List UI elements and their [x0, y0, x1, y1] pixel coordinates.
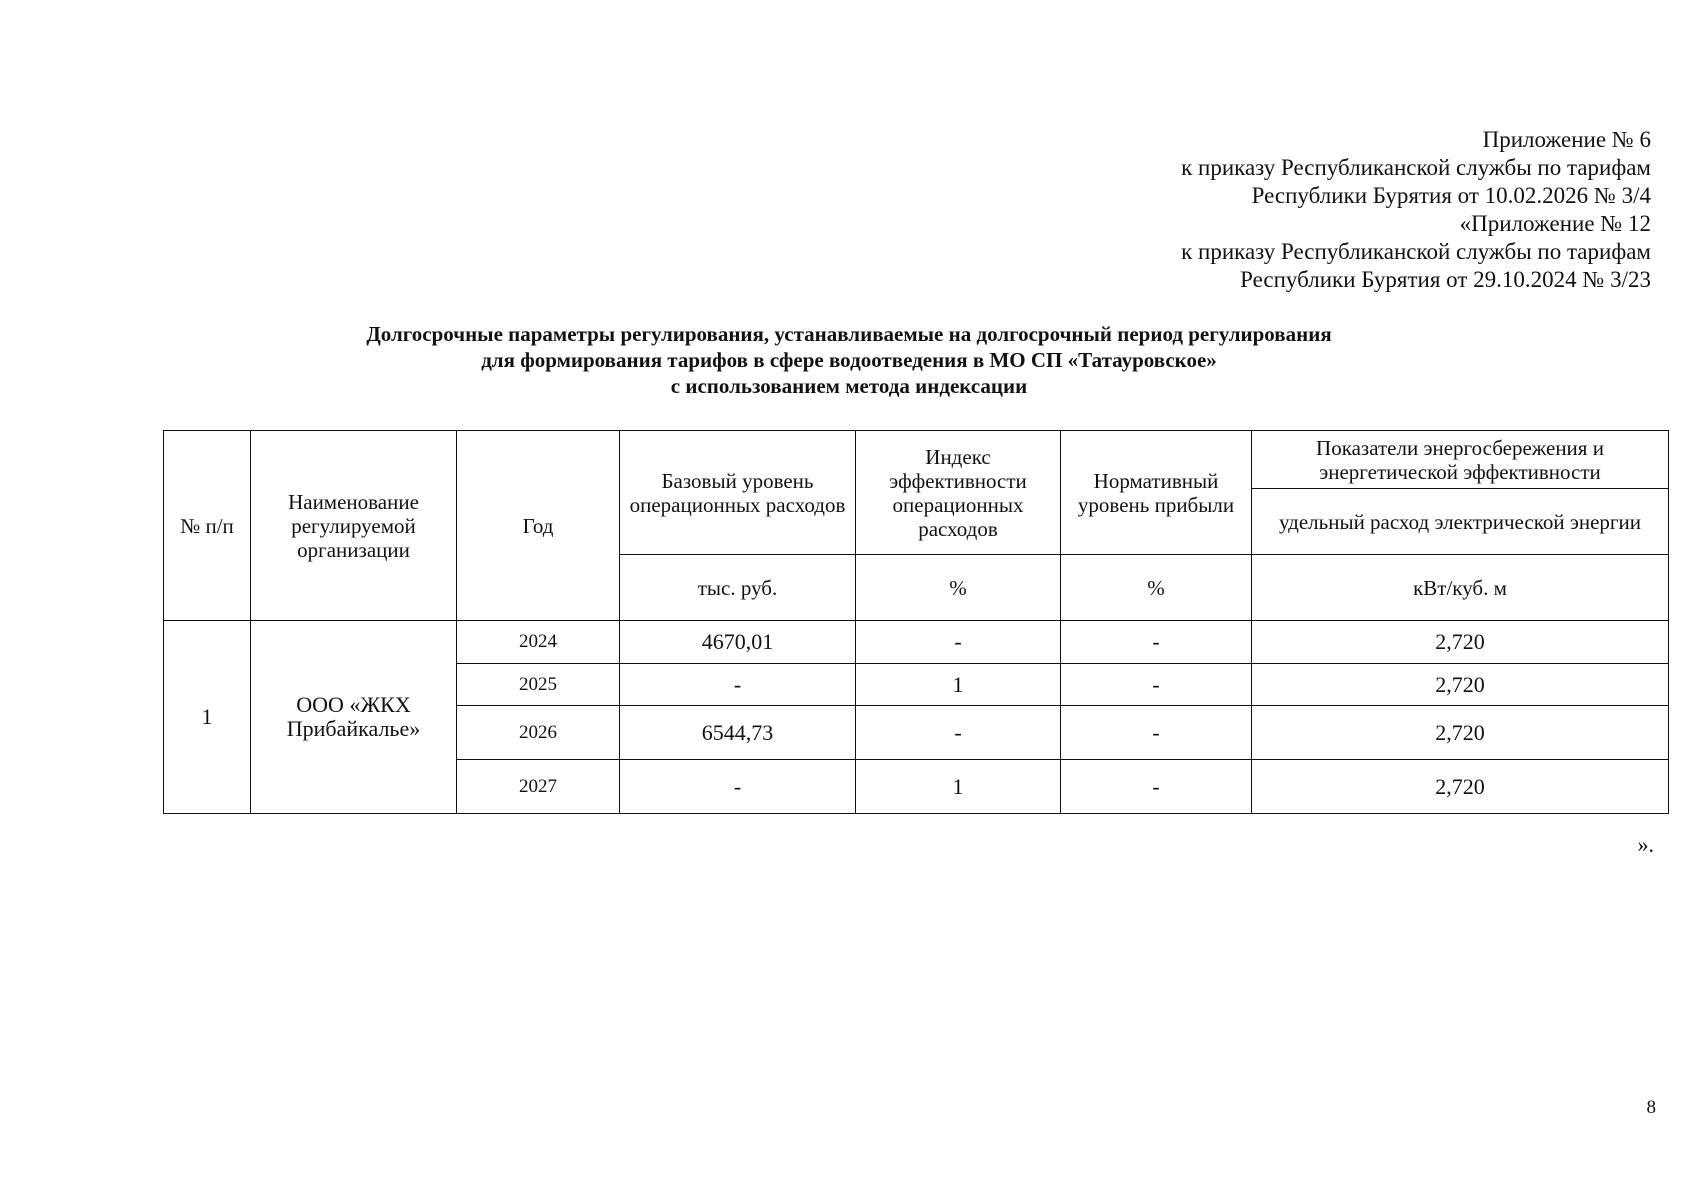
closing-quote-mark: ». [1637, 832, 1654, 857]
cell-energy: 2,720 [1252, 621, 1669, 664]
header-organization: Наименование регулируемой организации [251, 431, 457, 621]
title-line: для формирования тарифов в сфере водоотведения в МО СП «Татауровское» [481, 348, 1217, 372]
cell-energy: 2,720 [1252, 706, 1669, 760]
header-profit-level: Нормативный уровень прибыли [1061, 431, 1252, 555]
cell-efficiency-index: - [856, 621, 1061, 664]
cell-efficiency-index: - [856, 706, 1061, 760]
cell-year: 2026 [457, 706, 620, 760]
header-efficiency-index: Индекс эффективности операционных расходов [856, 431, 1061, 555]
cell-base-level: 6544,73 [620, 706, 856, 760]
cell-profit-level: - [1061, 664, 1252, 706]
header-base-level: Базовый уровень операционных расходов [620, 431, 856, 555]
cell-year: 2027 [457, 760, 620, 814]
appendix-line: к приказу Республиканской службы по тарифам [1181, 239, 1651, 264]
appendix-line: Приложение № 6 [1482, 127, 1651, 152]
cell-base-level: 4670,01 [620, 621, 856, 664]
table-row [164, 621, 1669, 664]
cell-profit-level: - [1061, 760, 1252, 814]
organization-name: ООО «ЖКХ Прибайкалье» [251, 621, 457, 814]
cell-base-level: - [620, 760, 856, 814]
title-line: Долгосрочные параметры регулирования, устанавливаемые на долгосрочный период регулирования [366, 322, 1332, 346]
cell-efficiency-index: 1 [856, 664, 1061, 706]
header-row [164, 431, 1669, 489]
unit-efficiency-index: % [856, 555, 1061, 621]
header-energy-specific: удельный расход электрической энергии [1252, 489, 1669, 555]
title-line: с использованием метода индексации [670, 374, 1028, 398]
cell-efficiency-index: 1 [856, 760, 1061, 814]
parameters-table [163, 430, 1669, 814]
document-title [0, 321, 1698, 399]
appendix-line: Республики Бурятия от 10.02.2026 № 3/4 [1251, 183, 1651, 208]
cell-profit-level: - [1061, 706, 1252, 760]
cell-energy: 2,720 [1252, 664, 1669, 706]
cell-base-level: - [620, 664, 856, 706]
unit-energy: кВт/куб. м [1252, 555, 1669, 621]
unit-base-level: тыс. руб. [620, 555, 856, 621]
row-number: 1 [164, 621, 251, 814]
appendix-reference [1181, 126, 1651, 294]
header-energy-group: Показатели энергосбережения и энергетической эффективности [1252, 431, 1669, 489]
header-number: № п/п [164, 431, 251, 621]
unit-profit-level: % [1061, 555, 1252, 621]
appendix-line: к приказу Республиканской службы по тарифам [1181, 155, 1651, 180]
cell-year: 2025 [457, 664, 620, 706]
page-number: 8 [1646, 1097, 1656, 1118]
cell-energy: 2,720 [1252, 760, 1669, 814]
cell-year: 2024 [457, 621, 620, 664]
appendix-line: Республики Бурятия от 29.10.2024 № 3/23 [1240, 267, 1651, 292]
cell-profit-level: - [1061, 621, 1252, 664]
appendix-line: «Приложение № 12 [1459, 211, 1651, 236]
header-year: Год [457, 431, 620, 621]
